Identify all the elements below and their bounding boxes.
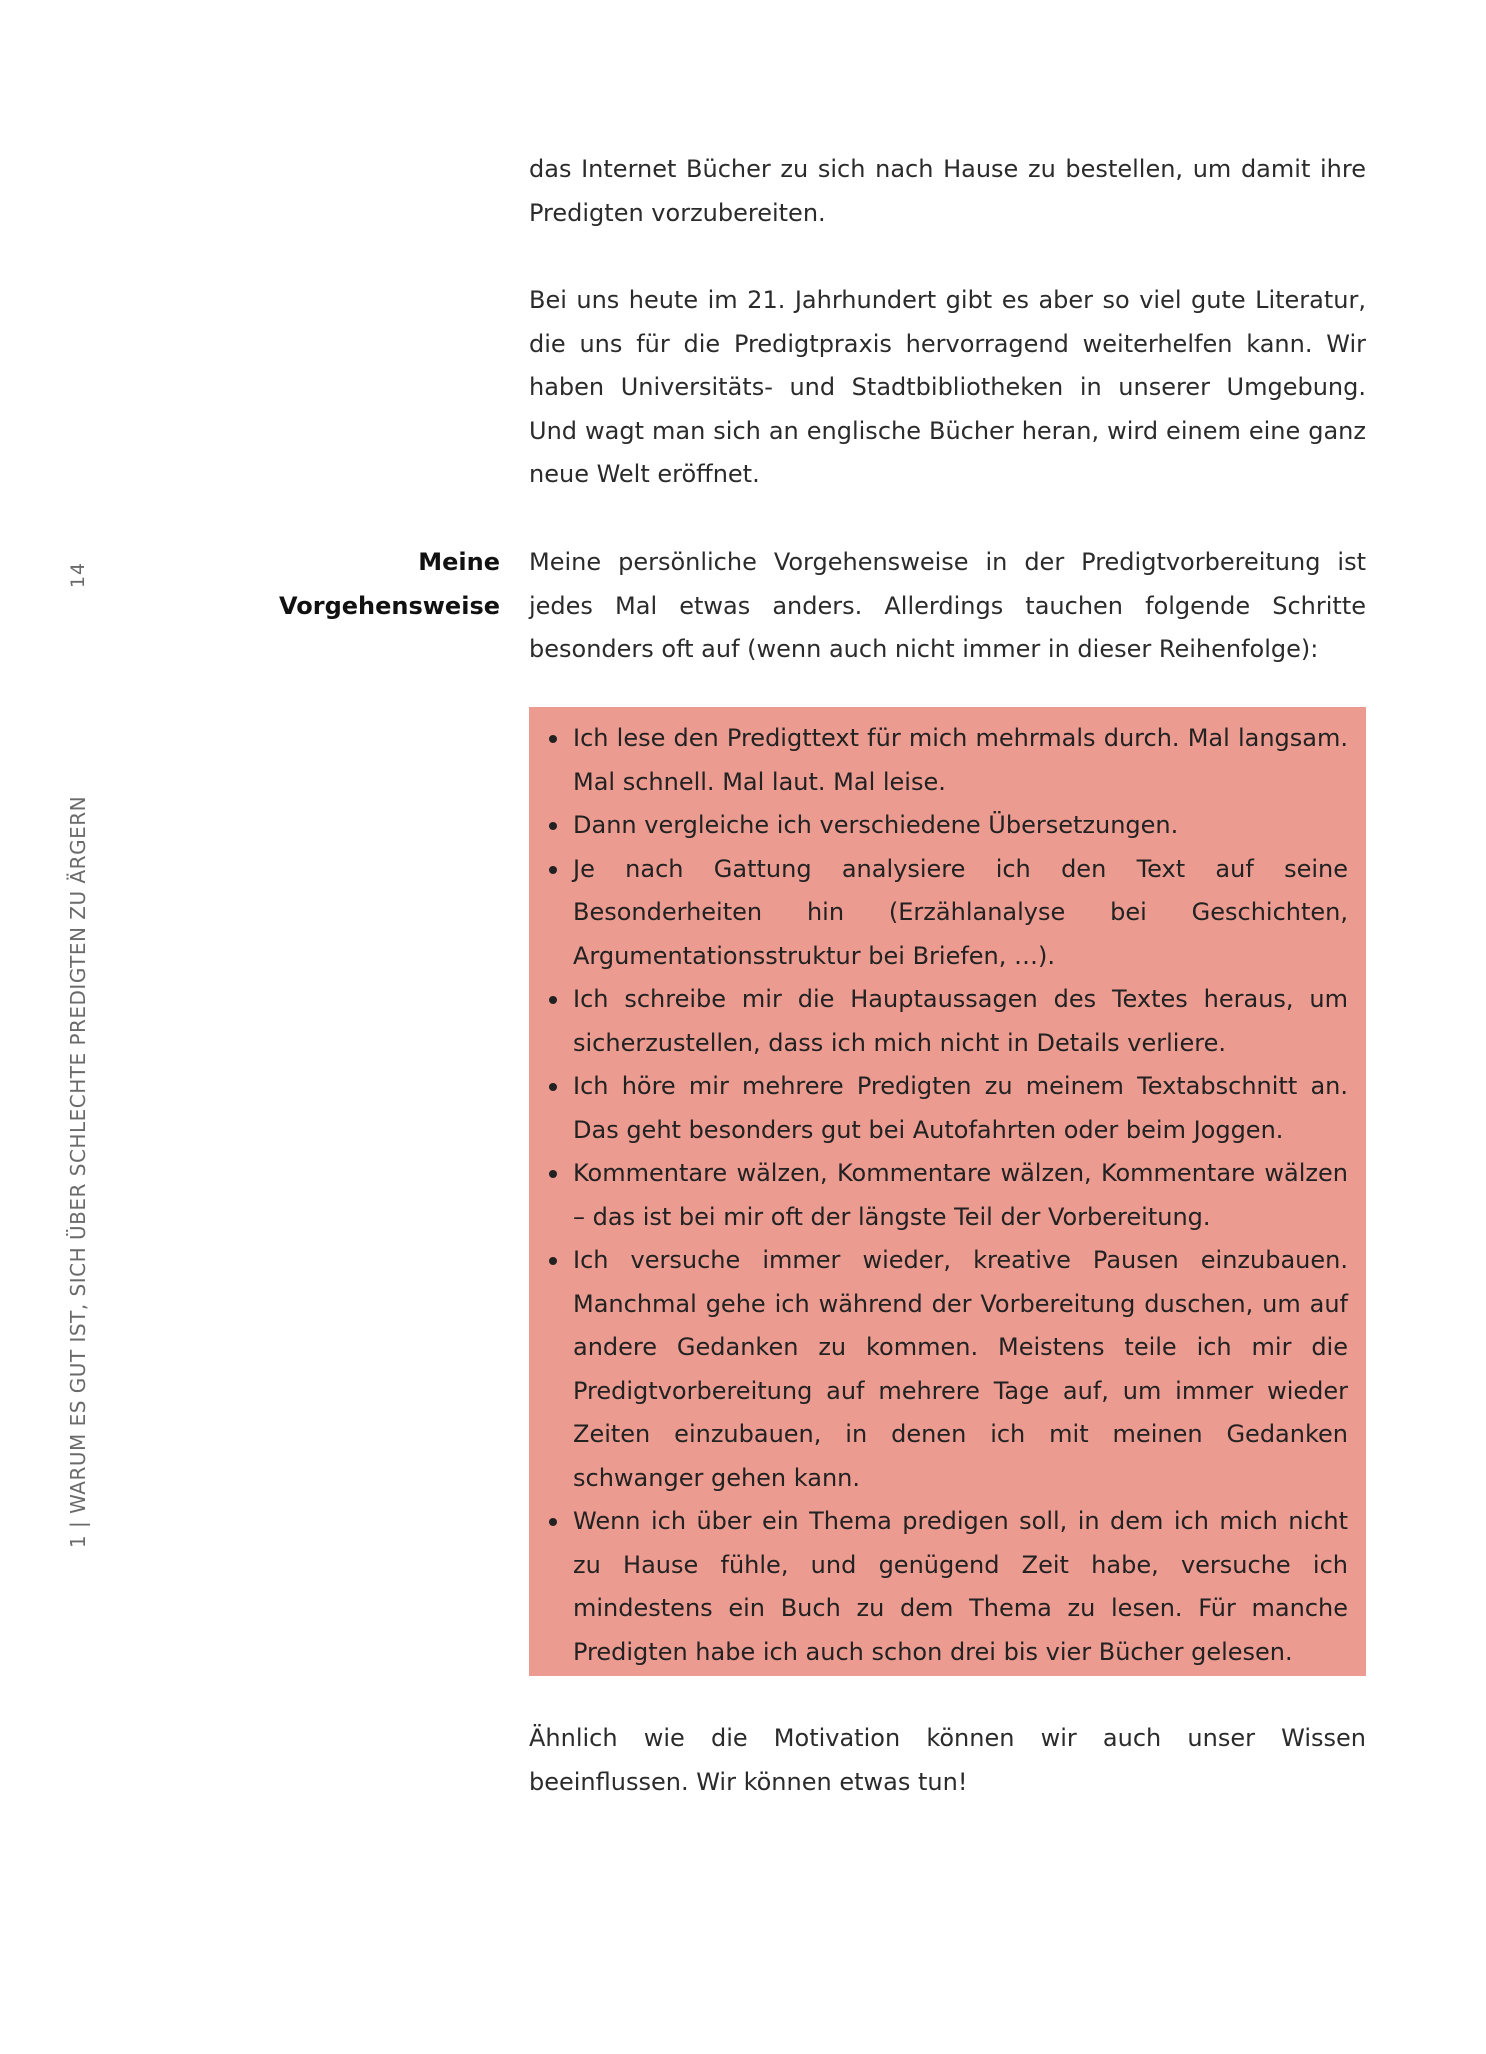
page-number-text: 14	[67, 561, 89, 589]
steps-list	[529, 707, 1366, 1674]
list-item: Ich lese den Predigttext für mich mehrmals durch. Mal langsam. Mal schnell. Mal laut. Mal leise.	[573, 717, 1348, 804]
list-item: Kommentare wälzen, Kommentare wälzen, Kommentare wälzen – das ist bei mir oft der längste Teil der Vorbereitung.	[573, 1152, 1348, 1239]
paragraph-conclusion: Ähnlich wie die Motivation können wir auch unser Wissen beeinflussen. Wir können etwas tun!	[529, 1724, 1366, 1796]
list-item: Ich höre mir mehrere Predigten zu meinem Textabschnitt an. Das geht besonders gut bei Autofahrten oder beim Joggen.	[573, 1065, 1348, 1152]
paragraph-literature: Bei uns heute im 21. Jahrhundert gibt es aber so viel gute Literatur, die uns für die Predigtpraxis hervorragend weiterhelfen kann. Wir haben Universitäts- und Stadtbibliotheken in unserer Umgebung. Und wagt man sich an englische Bücher heran, wird einem eine ganz neue Welt eröffnet.	[529, 286, 1366, 488]
page-number	[63, 560, 93, 590]
list-item: Je nach Gattung analysiere ich den Text auf seine Besonderheiten hin (Erzählanalyse bei Geschichten, Argumentationsstruktur bei Briefen, …).	[573, 848, 1348, 979]
list-item: Wenn ich über ein Thema predigen soll, in dem ich mich nicht zu Hause fühle, und genügend Zeit habe, versuche ich mindestens ein Buch zu dem Thema zu lesen. Für manche Predigten habe ich auch schon drei bis vier Bücher gelesen.	[573, 1500, 1348, 1674]
running-header-text: 1 | WARUM ES GUT IST, SICH ÜBER SCHLECHTE PREDIGTEN ZU ÄRGERN	[66, 795, 90, 1549]
steps-highlight-box	[529, 707, 1366, 1676]
paragraph-approach-intro: Meine persönliche Vorgehensweise in der Predigtvorbereitung ist jedes Mal etwas anders. Allerdings tauchen folgende Schritte besonders oft auf (wenn auch nicht immer in dieser Reihenfolge):	[529, 548, 1366, 663]
list-item: Ich schreibe mir die Hauptaussagen des Textes heraus, um sicherzustellen, dass ich mich nicht in Details verliere.	[573, 978, 1348, 1065]
side-heading: Meine Vorgehensweise	[278, 548, 500, 620]
paragraph-continued: das Internet Bücher zu sich nach Hause zu bestellen, um damit ihre Predigten vorzubereiten.	[529, 155, 1366, 227]
list-item: Dann vergleiche ich verschiedene Übersetzungen.	[573, 804, 1348, 848]
list-item: Ich versuche immer wieder, kreative Pausen einzubauen. Manchmal gehe ich während der Vorbereitung duschen, um auf andere Gedanken zu kommen. Meistens teile ich mir die Predigtvorbereitung auf mehrere Tage auf, um immer wieder Zeiten einzubauen, in denen ich mit meinen Gedanken schwanger gehen kann.	[573, 1239, 1348, 1500]
